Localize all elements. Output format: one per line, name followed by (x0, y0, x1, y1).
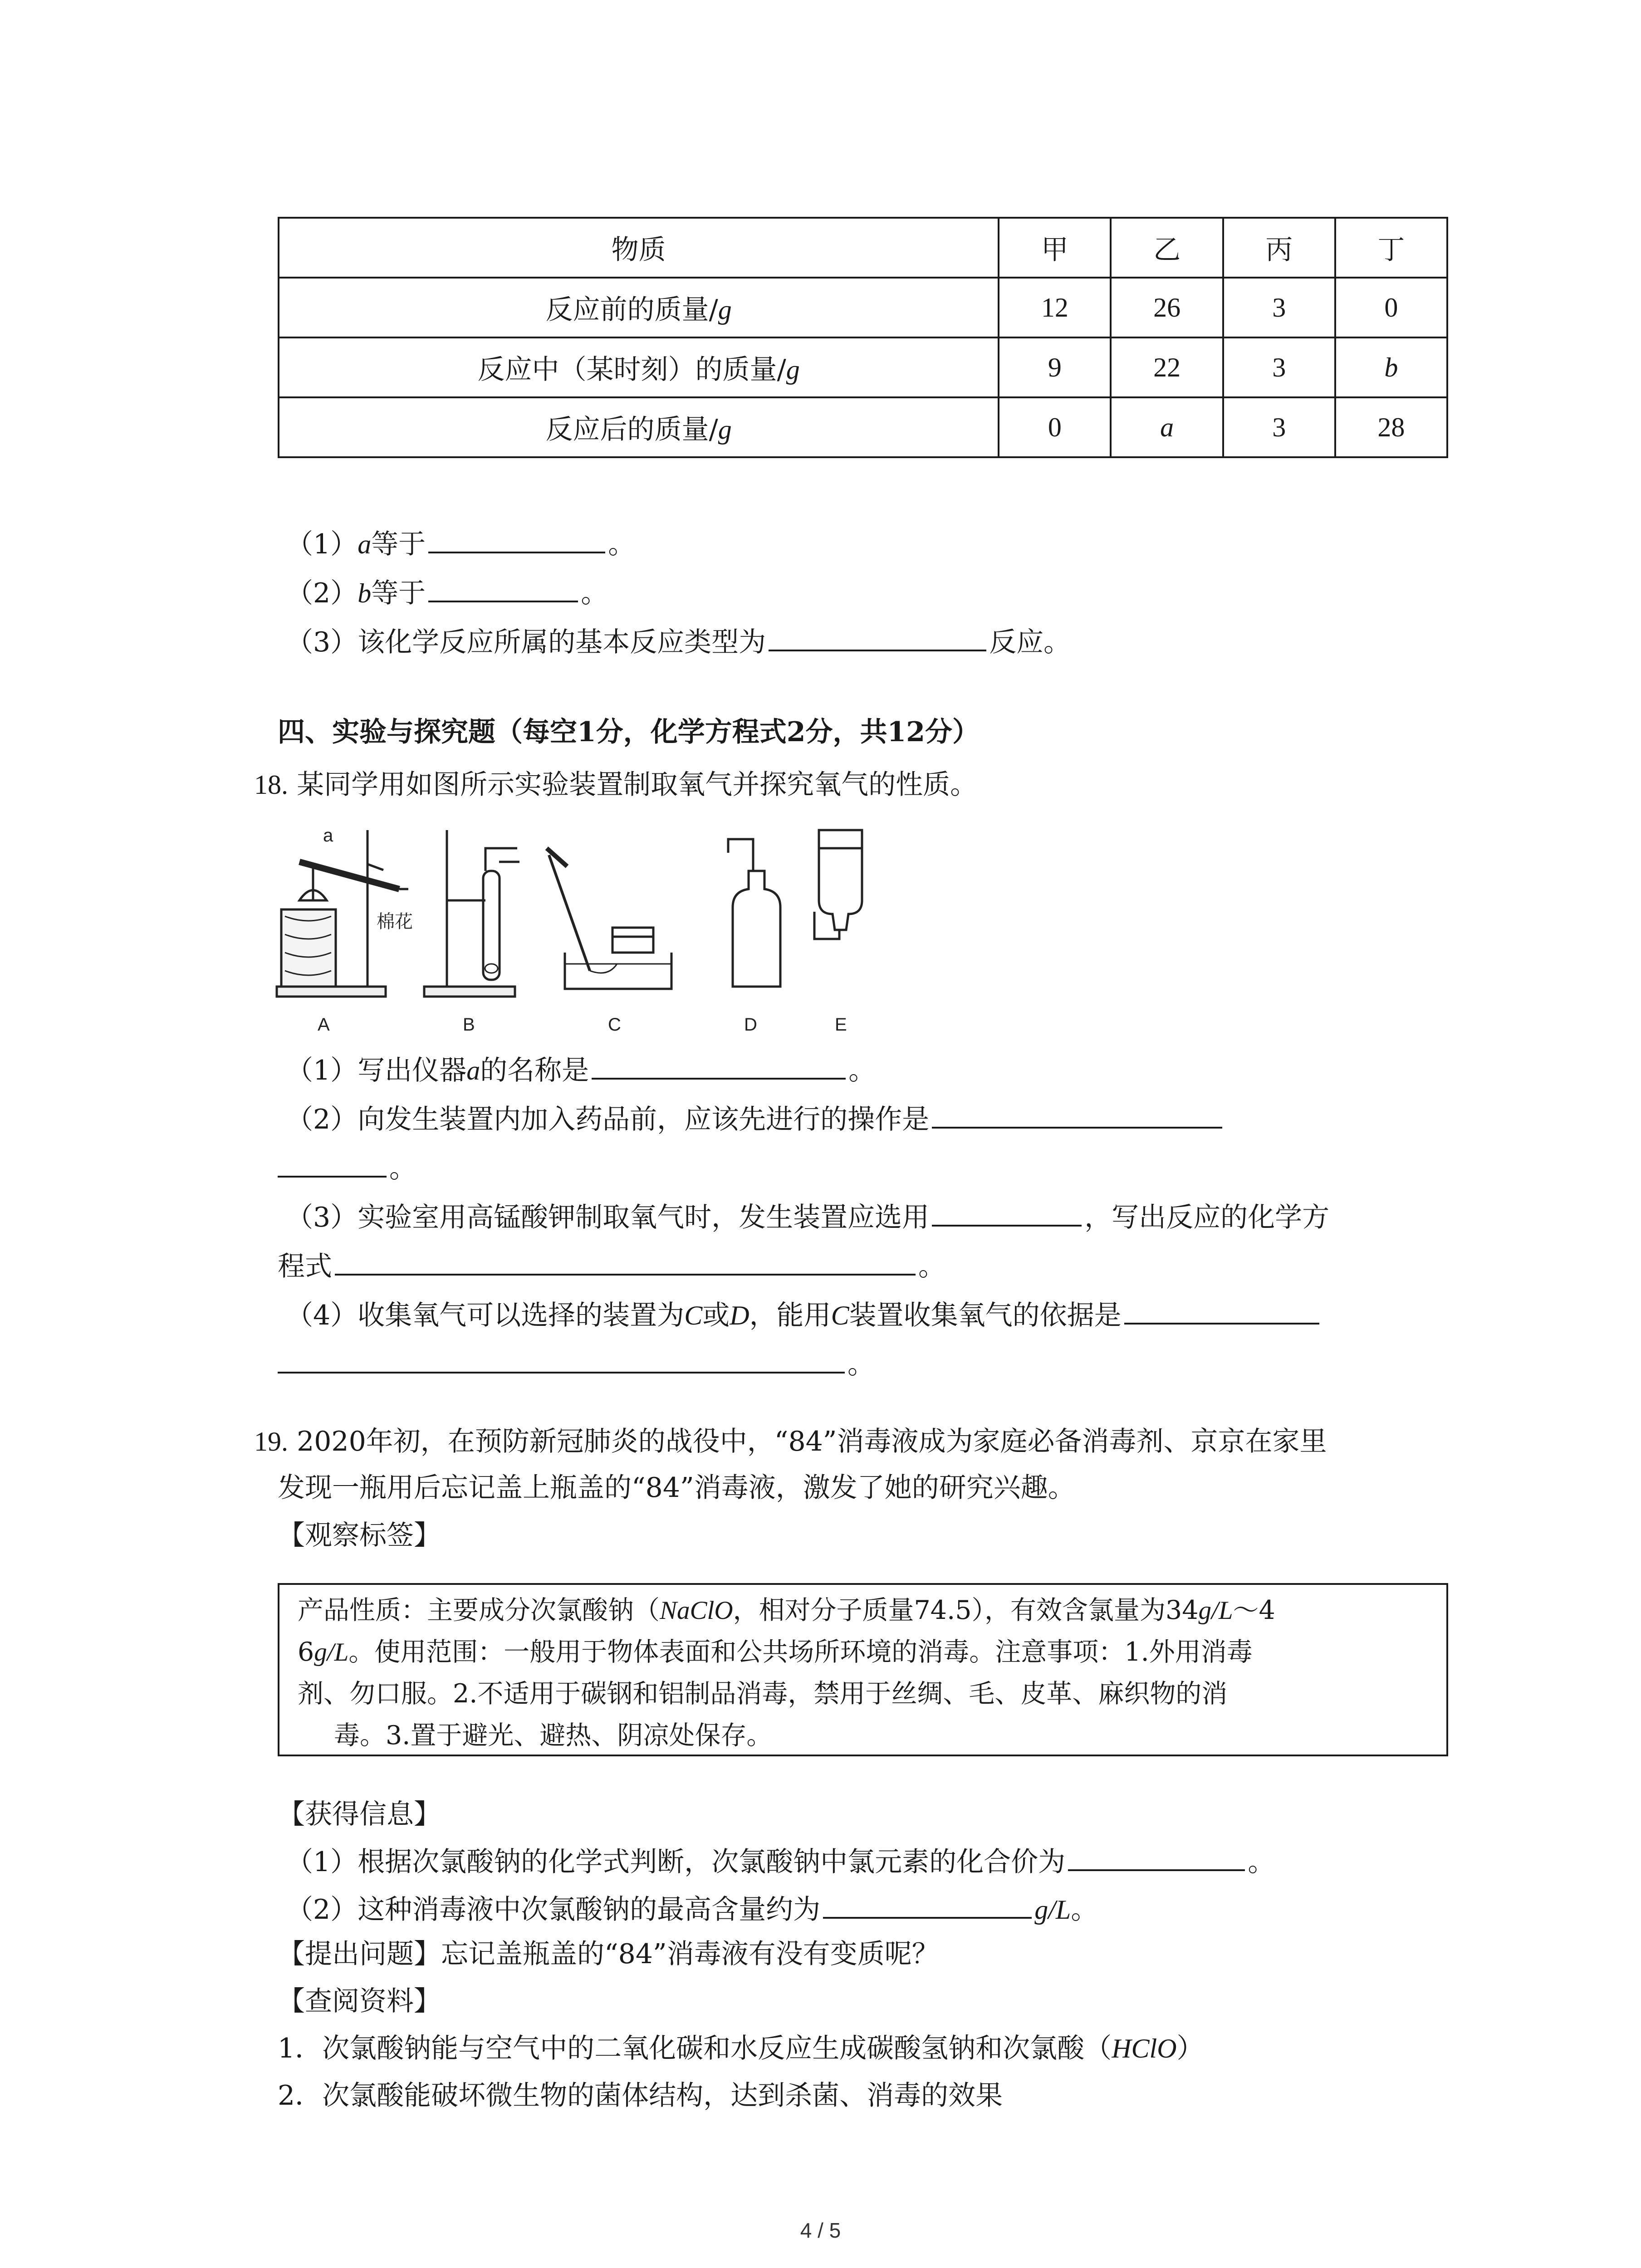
q17-part2: （2）b等于 。 (286, 575, 608, 611)
answer-blank[interactable] (428, 575, 578, 602)
info-tag: 【获得信息】 (278, 1799, 441, 1830)
header-cell: 物质 (279, 218, 999, 278)
reference-2: 2．次氯酸能破坏微生物的菌体结构，达到杀菌、消毒的效果 (278, 2080, 1003, 2112)
answer-blank[interactable] (428, 526, 605, 553)
answer-blank[interactable] (278, 1150, 387, 1178)
apparatus-c (547, 848, 671, 989)
answer-blank[interactable] (335, 1248, 916, 1276)
label-a: a (323, 826, 333, 846)
reference-1: 1．次氯酸钠能与空气中的二氧化碳和水反应生成碳酸氢钠和次氯酸（HClO） (278, 2033, 1204, 2064)
label-cotton: 棉花 (377, 912, 413, 932)
q19-info1: （1）根据次氯酸钠的化学式判断，次氯酸钠中氯元素的化合价为 。 (286, 1844, 1275, 1880)
answer-blank[interactable] (932, 1101, 1222, 1129)
table-cell: b (1335, 337, 1447, 397)
q18-part4-cont: 。 (278, 1346, 875, 1383)
page-number: 4 / 5 (800, 2219, 841, 2242)
caption-d: D (744, 1015, 757, 1035)
row-label: 反应后的质量/g (279, 397, 999, 457)
q18-part4: （4）收集氧气可以选择的装置为C或D，能用C装置收集氧气的依据是 (286, 1297, 1322, 1334)
table-header-row (279, 218, 1447, 278)
q18-part2: （2）向发生装置内加入药品前，应该先进行的操作是 (286, 1101, 1225, 1138)
label-line: 剂、勿口服。2.不适用于碳钢和铝制品消毒，禁用于丝绸、毛、皮革、麻织物的消 (298, 1679, 1228, 1709)
caption-b: B (463, 1015, 475, 1035)
table-row (279, 397, 1447, 457)
answer-blank[interactable] (932, 1199, 1082, 1227)
mass-table (278, 217, 1448, 458)
q18-part2-cont: 。 (278, 1150, 416, 1187)
table-cell: 0 (1335, 278, 1447, 337)
q18-part1: （1）写出仪器a的名称是 。 (286, 1052, 876, 1089)
caption-c: C (608, 1015, 621, 1035)
table-cell: 26 (1111, 278, 1223, 337)
table-cell: a (1111, 397, 1223, 457)
apparatus-e (814, 830, 862, 939)
label-line: 毒。3.置于避光、避热、阴凉处保存。 (334, 1721, 773, 1750)
table-row (279, 278, 1447, 337)
q17-part3: （3）该化学反应所属的基本反应类型为 反应。 (286, 624, 1071, 660)
table-cell: 3 (1223, 337, 1335, 397)
q18-part3: （3）实验室用高锰酸钾制取氧气时，发生装置应选用 ，写出反应的化学方 (286, 1199, 1329, 1236)
row-label: 反应前的质量/g (279, 278, 999, 337)
q19-stem-line1: 19. 2020年初，在预防新冠肺炎的战役中，“84”消毒液成为家庭必备消毒剂、京京在家里 (254, 1426, 1327, 1457)
q18-stem: 18. 某同学用如图所示实验装置制取氧气并探究氧气的性质。 (254, 769, 978, 801)
q19-stem-line2: 发现一瓶用后忘记盖上瓶盖的“84”消毒液，激发了她的研究兴趣。 (278, 1472, 1075, 1504)
observe-tag: 【观察标签】 (278, 1520, 441, 1551)
header-cell: 乙 (1111, 218, 1223, 278)
section-heading: 四、实验与探究题（每空1分，化学方程式2分，共12分） (278, 716, 980, 748)
table-cell: 28 (1335, 397, 1447, 457)
table-cell: 0 (999, 397, 1111, 457)
answer-blank[interactable] (1124, 1297, 1319, 1325)
label-line: 产品性质：主要成分次氯酸钠（NaClO，相对分子质量74.5），有效含氯量为34g/L～4 (298, 1595, 1275, 1625)
label-line: 6g/L。使用范围：一般用于物体表面和公共场所环境的消毒。注意事项：1.外用消毒 (298, 1637, 1253, 1667)
answer-blank[interactable] (1068, 1844, 1245, 1871)
header-cell: 丁 (1335, 218, 1447, 278)
answer-blank[interactable] (592, 1052, 846, 1080)
table-cell: 12 (999, 278, 1111, 337)
header-cell: 丙 (1223, 218, 1335, 278)
answer-blank[interactable] (769, 624, 986, 651)
lookup-tag: 【查阅资料】 (278, 1985, 441, 2017)
caption-a: A (318, 1015, 330, 1035)
answer-blank[interactable] (823, 1892, 1032, 1919)
answer-blank[interactable] (278, 1346, 845, 1374)
table-row (279, 337, 1447, 397)
q19-info2: （2）这种消毒液中次氯酸钠的最高含量约为 g/L。 (286, 1892, 1098, 1928)
header-cell: 甲 (999, 218, 1111, 278)
product-label-box (278, 1583, 1448, 1756)
q19-question: 【提出问题】忘记盖瓶盖的“84”消毒液有没有变质呢？ (278, 1938, 939, 1970)
lab-apparatus-figure (272, 821, 898, 1039)
q18-part3-cont: 程式 。 (278, 1248, 945, 1285)
caption-e: E (835, 1015, 847, 1035)
apparatus-b (424, 830, 519, 997)
table-cell: 3 (1223, 397, 1335, 457)
q17-part1: （1）a等于 。 (286, 526, 635, 562)
table-cell: 22 (1111, 337, 1223, 397)
apparatus-d (728, 839, 780, 987)
table-cell: 9 (999, 337, 1111, 397)
table-cell: 3 (1223, 278, 1335, 337)
row-label: 反应中（某时刻）的质量/g (279, 337, 999, 397)
